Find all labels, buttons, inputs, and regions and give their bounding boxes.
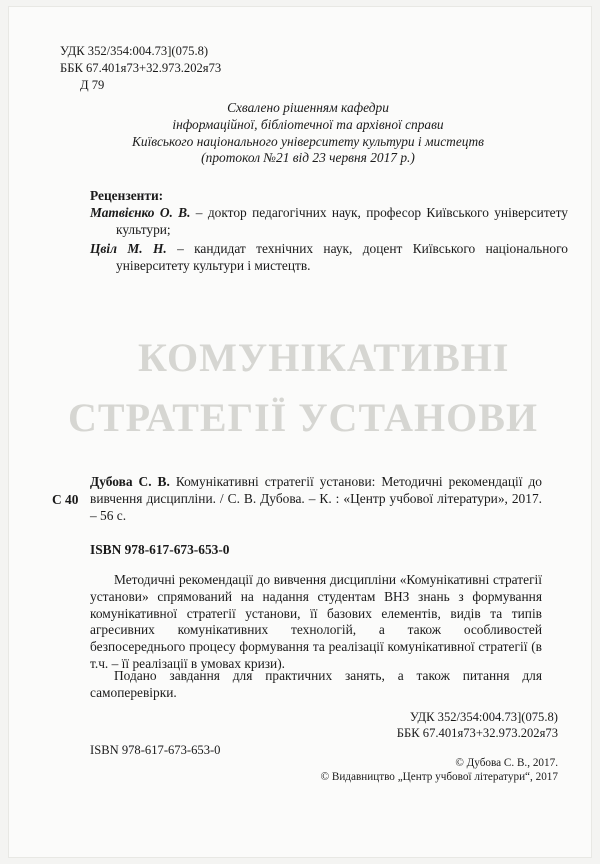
- approval-line-2: інформаційної, бібліотечної та архівної справи: [172, 116, 444, 132]
- catalog-entry: [90, 474, 542, 524]
- reviewer-1-name: Матвієнко О. В.: [90, 205, 191, 220]
- abstract-paragraph-1: Методичні рекомендації до вивчення дисципліни «Комунікативні стратегії установи» спрямований на надання студентам ВНЗ знань з формування комунікативної стратегії установи, її базових елементів, видів та типів агресивних комунікативних технологій, а також особливостей безпосереднього процесу формування та реалізації комунікативної стратегії (в т.ч. – її реалізації в умовах кризи).: [90, 572, 542, 671]
- approval-line-4: (протокол №21 від 23 червня 2017 р.): [201, 150, 415, 166]
- header-udk: УДК 352/354:004.73](075.8): [60, 44, 209, 58]
- reviewers-heading: Рецензенти:: [90, 188, 164, 203]
- approval-line-3: Київського національного університету культури і мистецтв: [132, 133, 484, 149]
- abstract-paragraph-2: Подано завдання для практичних занять, а також питання для самоперевірки.: [90, 668, 542, 700]
- showthrough-title-line2: СТРАТЕГІЇ УСТАНОВИ: [68, 395, 539, 440]
- footer-udk: УДК 352/354:004.73](075.8): [409, 710, 558, 724]
- footer-bbk: ББК 67.401я73+32.973.202я73: [396, 726, 558, 740]
- reviewer-1-text: – доктор педагогічних наук, професор Київського університету культури;: [116, 205, 568, 237]
- book-page: [8, 6, 592, 858]
- reviewer-1: [90, 205, 568, 239]
- reviewer-2-name: Цвіл М. Н.: [90, 241, 167, 256]
- footer-copyright-publisher: © Видавництво „Центр учбової літератури“, 2017: [320, 771, 558, 783]
- catalog-description: Комунікативні стратегії установи: Методичні рекомендації до вивчення дисципліни. / С. В. Дубова. – К. : «Центр учбової літератури», 2017. – 56 с.: [90, 474, 542, 523]
- footer-copyright-author: © Дубова С. В., 2017.: [455, 757, 558, 769]
- showthrough-title-line1: КОМУНІКАТИВНІ: [138, 335, 510, 380]
- approval-block: [68, 100, 548, 167]
- header-code: Д 79: [80, 78, 105, 92]
- reviewer-2-text: – кандидат технічних наук, доцент Київського національного університету культури і мистецтв.: [116, 241, 568, 273]
- catalog-code: С 40: [52, 492, 79, 507]
- footer-isbn: ISBN 978-617-673-653-0: [90, 743, 221, 757]
- approval-line-1: Схвалено рішенням кафедри: [227, 100, 389, 115]
- header-bbk: ББК 67.401я73+32.973.202я73: [60, 61, 222, 75]
- reviewer-2: [90, 241, 568, 275]
- catalog-isbn: ISBN 978-617-673-653-0: [90, 542, 230, 557]
- catalog-author: Дубова С. В.: [90, 474, 170, 489]
